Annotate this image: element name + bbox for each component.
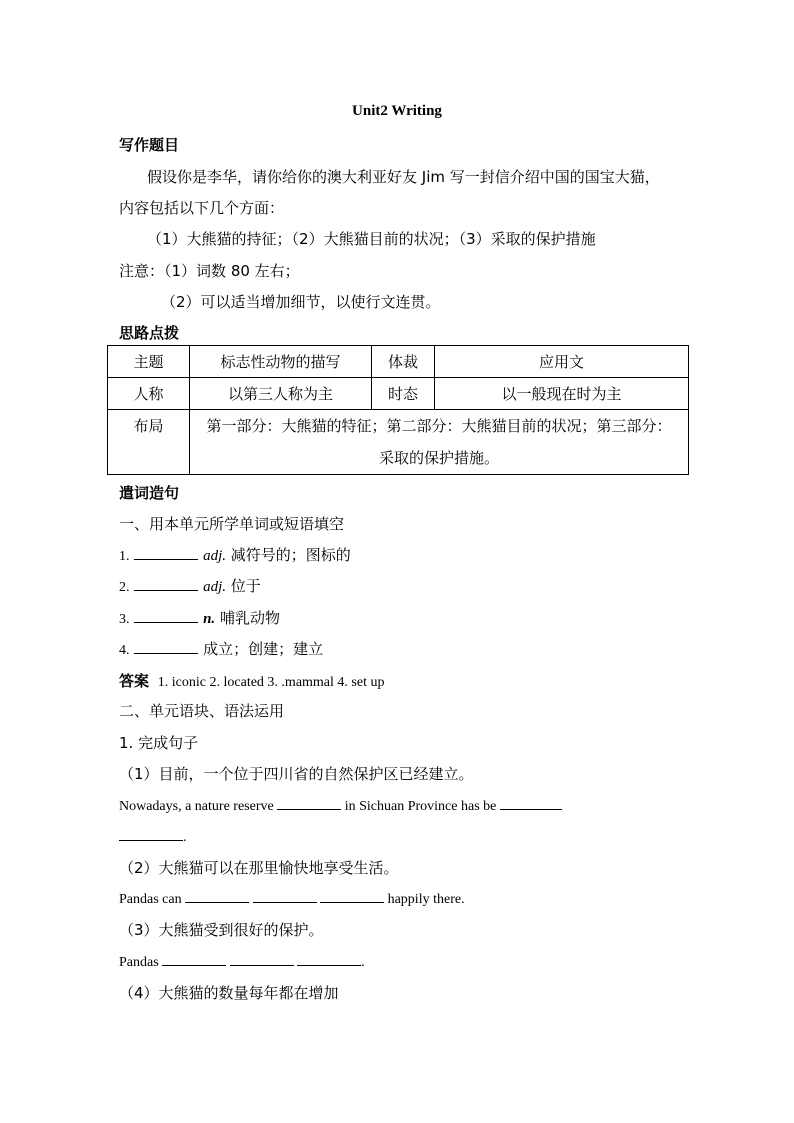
vocab-item-4 [119,638,323,659]
q2-text-a: Pandas can [119,892,182,907]
table-cell: 以一般现在时为主 [435,378,689,410]
table-row [108,346,689,378]
q1-english-cont: . [119,826,187,846]
blank[interactable] [185,888,249,903]
table-cell: 应用文 [435,346,689,378]
note-label: 注意： [119,262,165,280]
blank[interactable] [253,888,317,903]
blank[interactable] [500,795,562,810]
q2-english [119,888,465,908]
blank[interactable] [134,545,198,560]
table-cell: 以第三人称为主 [190,378,372,410]
section-heading-writing-prompt: 写作题目 [119,136,180,154]
document-title: Unit2 Writing [352,103,442,119]
layout-line-1: 第一部分：大熊猫的特征；第二部分：大熊猫目前的状况；第三部分： [206,417,672,435]
table-row [108,410,689,475]
table-cell: 人称 [108,378,190,410]
blank[interactable] [320,888,384,903]
vocab-item-3 [119,607,280,628]
prompt-points: （1）大熊猫的持征；（2）大熊猫目前的状况；（3）采取的保护措施 [147,230,596,248]
table-cell: 布局 [108,410,190,475]
table-cell: 体裁 [372,346,435,378]
table-cell-layout [190,410,689,475]
prompt-line-1: 假设你是李华，请你给你的澳大利亚好友 Jim 写一封信介绍中国的国宝大猫， [147,168,660,186]
q3-chinese: （3）大熊猫受到很好的保护。 [119,921,324,939]
table-row [108,378,689,410]
q1-english [119,795,562,815]
blank[interactable] [134,639,198,654]
blank[interactable] [134,608,198,623]
q2-chinese: （2）大熊猫可以在那里愉快地享受生活。 [119,859,399,877]
blank[interactable] [230,951,294,966]
answer-label: 答案 [119,672,150,690]
section-heading-thinking: 思路点拨 [119,324,180,342]
part1-heading: 一、用本单元所学单词或短语填空 [119,515,345,533]
layout-line-2: 采取的保护措施。 [378,449,499,467]
outline-table [107,345,689,475]
part2-sub: 1. 完成句子 [119,734,199,752]
q4-chinese: （4）大熊猫的数量每年都在增加 [119,984,339,1002]
section-heading-vocab: 遣词造句 [119,484,180,502]
q2-text-b: happily there. [387,892,465,907]
q3-english: Pandas . [119,951,365,971]
part-of-speech: adj. [203,579,226,595]
blank[interactable] [134,576,198,591]
blank[interactable] [277,795,341,810]
blank[interactable] [297,951,361,966]
item-number: 4. [119,643,130,658]
table-cell: 标志性动物的描写 [190,346,372,378]
meaning: 位于 [230,577,261,595]
blank[interactable] [162,951,226,966]
note-1: （1）词数 80 左右； [164,262,300,280]
q1-text-a: Nowadays, a nature reserve [119,799,274,814]
item-number: 1. [119,549,130,564]
answer-line [119,670,384,691]
answer-text: 1. iconic 2. located 3. .mammal 4. set up [157,675,385,690]
note-line-1 [119,260,300,281]
part-of-speech: n. [203,611,216,627]
meaning: 成立；创建；建立 [203,640,324,658]
item-number: 3. [119,612,130,627]
blank[interactable] [119,826,183,841]
q1-text-b: in Sichuan Province has be [344,799,497,814]
table-cell: 时态 [372,378,435,410]
vocab-item-1 [119,544,351,565]
item-number: 2. [119,580,130,595]
part2-heading: 二、单元语块、语法运用 [119,702,285,720]
table-cell: 主题 [108,346,190,378]
meaning: 减符号的；图标的 [230,546,351,564]
q1-chinese: （1）目前，一个位于四川省的自然保护区已经建立。 [119,765,474,783]
meaning: 哺乳动物 [219,609,280,627]
part-of-speech: adj. [203,548,226,564]
q3-text-a: Pandas [119,955,159,970]
note-line-2: （2）可以适当增加细节，以使行文连贯。 [161,293,441,311]
vocab-item-2 [119,575,261,596]
prompt-line-2: 内容包括以下几个方面： [119,199,285,217]
